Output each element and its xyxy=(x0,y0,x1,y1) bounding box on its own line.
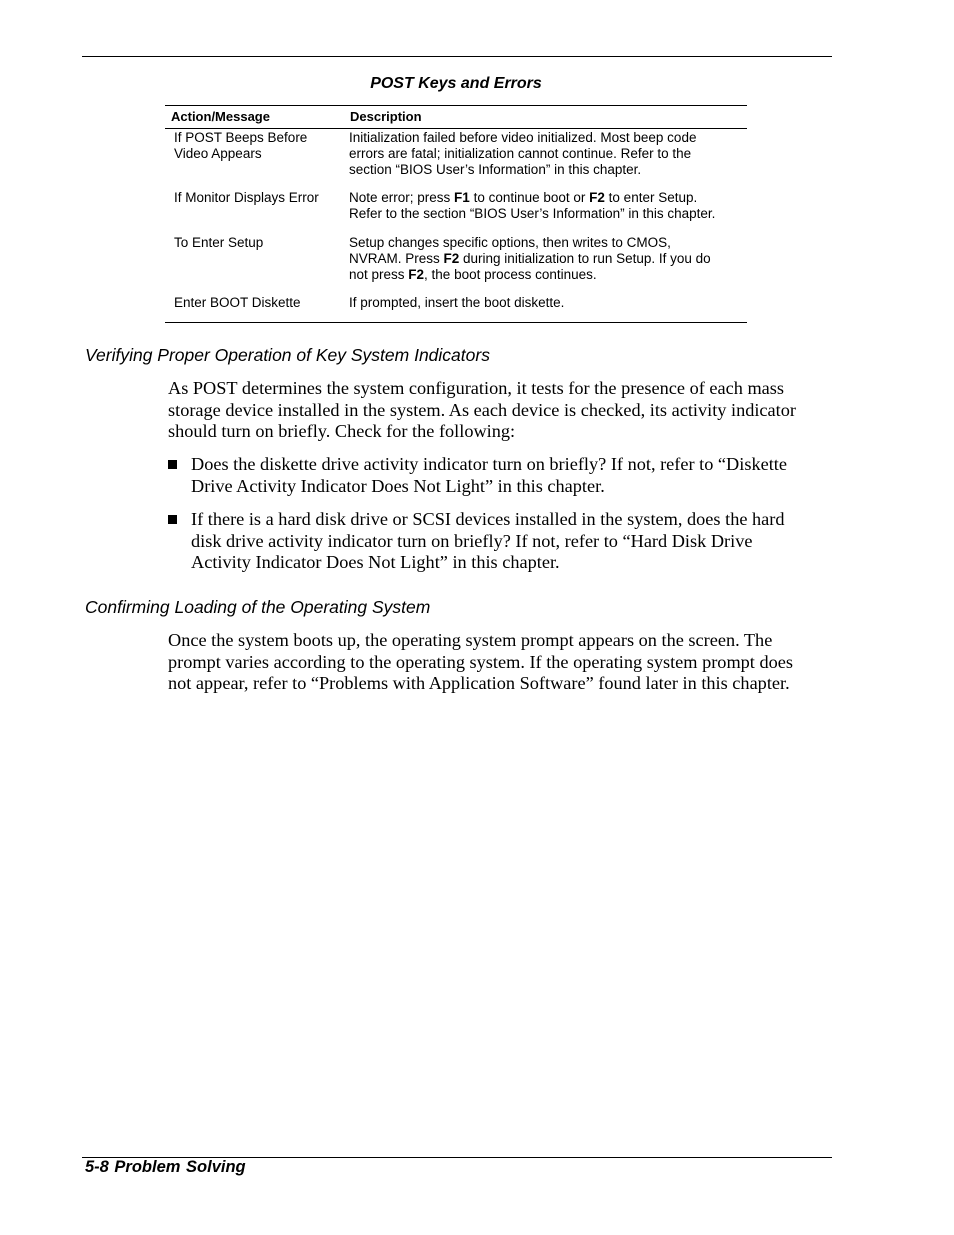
header-rule xyxy=(82,56,832,57)
cell-line: If Monitor Displays Error xyxy=(174,190,319,205)
cell-line: not press F2, the boot process continues. xyxy=(349,267,597,282)
square-bullet-icon xyxy=(168,515,177,524)
cell-line: Initialization failed before video initialized. Most beep code xyxy=(349,130,697,145)
column-header-action: Action/Message xyxy=(171,109,270,124)
cell-description xyxy=(349,190,739,235)
cell-line: Refer to the section “BIOS User’s Information” in this chapter. xyxy=(349,206,716,221)
cell-line: Video Appears xyxy=(174,146,262,161)
bullet-line: Drive Activity Indicator Does Not Light” in this chapter. xyxy=(191,475,605,496)
cell-line: errors are fatal; initialization cannot continue. Refer to the xyxy=(349,146,692,161)
cell-line: NVRAM. Press F2 during initialization to run Setup. If you do xyxy=(349,251,711,266)
table-header-row xyxy=(165,106,747,129)
paragraph-line: Once the system boots up, the operating system prompt appears on the screen. The xyxy=(168,630,773,650)
cell-description xyxy=(349,235,739,295)
table-body xyxy=(165,129,747,322)
key-name: F2 xyxy=(589,190,605,205)
bullet-item-diskette xyxy=(168,454,818,497)
paragraph-line: should turn on briefly. Check for the following: xyxy=(168,421,516,442)
cell-action xyxy=(165,235,349,295)
section-heading-operating-system: Confirming Loading of the Operating System xyxy=(85,597,431,617)
key-name: F2 xyxy=(408,267,425,282)
square-bullet-icon xyxy=(168,460,177,469)
column-header-description: Description xyxy=(350,109,422,124)
table-title: POST Keys and Errors xyxy=(370,75,542,92)
cell-line: Setup changes specific options, then writes to CMOS, xyxy=(349,235,671,250)
table-row xyxy=(165,295,747,322)
bullet-line: disk drive activity indicator turn on briefly? If not, refer to “Hard Disk Drive xyxy=(191,530,753,551)
bullet-line: Activity Indicator Does Not Light” in this chapter. xyxy=(191,552,560,573)
cell-action xyxy=(165,190,349,235)
cell-action xyxy=(165,130,349,190)
section-heading-indicators: Verifying Proper Operation of Key System Indicators xyxy=(85,345,490,365)
paragraph-operating-system xyxy=(168,630,818,695)
cell-line: If prompted, insert the boot diskette. xyxy=(349,295,565,310)
paragraph-line: As POST determines the system configuration, it tests for the presence of each mass xyxy=(168,378,785,398)
cell-description xyxy=(349,130,739,190)
paragraph-line: prompt varies according to the operating system. If the operating system prompt does xyxy=(168,651,793,672)
bullet-text xyxy=(191,454,811,497)
cell-line: section “BIOS User’s Information” in this chapter. xyxy=(349,162,642,177)
paragraph-line: storage device installed in the system. As each device is checked, its activity indicator xyxy=(168,399,796,420)
cell-description xyxy=(349,295,739,322)
post-keys-table xyxy=(165,105,747,323)
table-row xyxy=(165,235,747,295)
cell-line: To Enter Setup xyxy=(174,235,264,250)
cell-line: Enter BOOT Diskette xyxy=(174,295,301,310)
cell-line: Note error; press F1 to continue boot or F2 to enter Setup. xyxy=(349,190,698,205)
paragraph-post-indicators xyxy=(168,378,818,443)
cell-line: If POST Beeps Before xyxy=(174,130,308,145)
bullet-text xyxy=(191,509,811,574)
key-name: F2 xyxy=(443,251,460,266)
page-footer: 5-8 Problem Solving xyxy=(85,1158,246,1176)
cell-action xyxy=(165,295,349,322)
key-name: F1 xyxy=(454,190,470,205)
bullet-item-hard-disk xyxy=(168,509,818,574)
paragraph-line: not appear, refer to “Problems with Application Software” found later in this chapter. xyxy=(168,673,790,694)
bullet-line: Does the diskette drive activity indicator turn on briefly? If not, refer to “Diskette xyxy=(191,454,787,474)
table-row xyxy=(165,190,747,235)
table-row xyxy=(165,129,747,190)
bullet-line: If there is a hard disk drive or SCSI devices installed in the system, does the hard xyxy=(191,509,785,529)
